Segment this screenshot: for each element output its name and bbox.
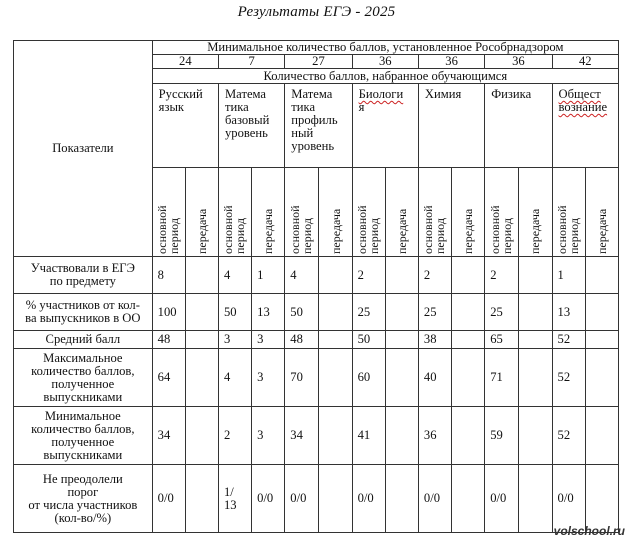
table-cell: [585, 349, 618, 407]
table-cell: [452, 465, 485, 533]
table-cell: [452, 349, 485, 407]
table-cell: 71: [485, 349, 519, 407]
min-score-cell: 24: [152, 55, 218, 69]
min-score-cell: 27: [285, 55, 352, 69]
period-main-header: основной период: [485, 167, 519, 256]
table-cell: 0/0: [552, 465, 585, 533]
table-cell: 0/0: [418, 465, 451, 533]
period-main-header: основной период: [285, 167, 319, 256]
table-cell: [319, 331, 352, 349]
period-retake-header: передача: [185, 167, 218, 256]
table-row: [14, 407, 619, 465]
table-cell: 40: [418, 349, 451, 407]
period-retake-header: передача: [585, 167, 618, 256]
table-cell: 13: [552, 294, 585, 331]
row-label: Не преодолели порог от числа участников (кол-во/%): [14, 465, 153, 533]
table-cell: 1/ 13: [218, 465, 251, 533]
table-cell: 34: [285, 407, 319, 465]
results-table: [13, 40, 619, 533]
subject-header: Матема тика профиль ный уровень: [285, 84, 352, 167]
row-label: Средний балл: [14, 331, 153, 349]
table-cell: [185, 407, 218, 465]
table-cell: [319, 294, 352, 331]
table-cell: 48: [285, 331, 319, 349]
table-cell: [385, 294, 418, 331]
table-cell: [385, 407, 418, 465]
table-cell: [585, 294, 618, 331]
table-cell: [185, 257, 218, 294]
table-cell: 52: [552, 349, 585, 407]
table-cell: 3: [218, 331, 251, 349]
table-cell: 2: [352, 257, 385, 294]
table-cell: [519, 349, 552, 407]
period-main-header: основной период: [152, 167, 185, 256]
table-cell: [385, 349, 418, 407]
table-cell: 8: [152, 257, 185, 294]
period-main-header: основной период: [218, 167, 251, 256]
row-label: Минимальное количество баллов, полученное выпускниками: [14, 407, 153, 465]
table-cell: [452, 294, 485, 331]
subject-header: Биологи я: [352, 84, 418, 167]
table-cell: 59: [485, 407, 519, 465]
table-cell: 48: [152, 331, 185, 349]
table-cell: [385, 465, 418, 533]
table-cell: [585, 331, 618, 349]
table-cell: 25: [418, 294, 451, 331]
watermark: volschool.ru: [553, 524, 625, 538]
table-cell: 13: [252, 294, 285, 331]
table-cell: 1: [552, 257, 585, 294]
table-row: [14, 349, 619, 407]
table-cell: 1: [252, 257, 285, 294]
min-score-label: Минимальное количество баллов, установленное Рособрнадзором: [152, 41, 618, 55]
table-cell: 0/0: [252, 465, 285, 533]
table-cell: [585, 407, 618, 465]
table-cell: [185, 349, 218, 407]
table-cell: 100: [152, 294, 185, 331]
table-cell: [585, 257, 618, 294]
min-score-cell: 36: [418, 55, 484, 69]
table-cell: 0/0: [352, 465, 385, 533]
table-cell: 2: [485, 257, 519, 294]
table-cell: 3: [252, 349, 285, 407]
table-cell: [519, 465, 552, 533]
period-retake-header: передача: [519, 167, 552, 256]
table-cell: 25: [485, 294, 519, 331]
table-cell: 2: [218, 407, 251, 465]
table-cell: 4: [285, 257, 319, 294]
table-cell: 52: [552, 407, 585, 465]
table-cell: [519, 407, 552, 465]
table-cell: 25: [352, 294, 385, 331]
period-retake-header: передача: [252, 167, 285, 256]
table-cell: [185, 331, 218, 349]
table-cell: 3: [252, 407, 285, 465]
table-row: [14, 294, 619, 331]
period-main-header: основной период: [352, 167, 385, 256]
table-cell: [519, 331, 552, 349]
indicators-header: Показатели: [14, 41, 153, 257]
table-row: [14, 257, 619, 294]
table-cell: 4: [218, 257, 251, 294]
table-cell: 64: [152, 349, 185, 407]
table-cell: 38: [418, 331, 451, 349]
page-title: Результаты ЕГЭ - 2025: [237, 4, 396, 20]
subject-header: Физика: [485, 84, 552, 167]
table-cell: 50: [285, 294, 319, 331]
table-cell: [319, 257, 352, 294]
table-cell: 41: [352, 407, 385, 465]
row-label: % участников от кол- ва выпускников в ОО: [14, 294, 153, 331]
table-cell: 65: [485, 331, 519, 349]
table-cell: 50: [352, 331, 385, 349]
table-cell: [452, 257, 485, 294]
table-cell: [519, 294, 552, 331]
table-cell: 70: [285, 349, 319, 407]
table-cell: [319, 407, 352, 465]
table-cell: 0/0: [485, 465, 519, 533]
period-retake-header: передача: [452, 167, 485, 256]
table-cell: [452, 407, 485, 465]
table-row: [14, 331, 619, 349]
table-cell: 60: [352, 349, 385, 407]
table-cell: 2: [418, 257, 451, 294]
subject-header: Общест вознание: [552, 84, 618, 167]
table-cell: [452, 331, 485, 349]
table-cell: [585, 465, 618, 533]
subject-header: Русский язык: [152, 84, 218, 167]
table-cell: [385, 331, 418, 349]
table-cell: 4: [218, 349, 251, 407]
row-label: Участвовали в ЕГЭ по предмету: [14, 257, 153, 294]
table-cell: [319, 465, 352, 533]
table-cell: 3: [252, 331, 285, 349]
min-score-cell: 7: [218, 55, 284, 69]
table-cell: 52: [552, 331, 585, 349]
scored-label: Количество баллов, набранное обучающимся: [152, 69, 618, 84]
table-row: [14, 465, 619, 533]
subject-header: Матема тика базовый уровень: [218, 84, 284, 167]
period-retake-header: передача: [385, 167, 418, 256]
table-cell: [185, 465, 218, 533]
table-cell: [319, 349, 352, 407]
table-cell: [519, 257, 552, 294]
period-main-header: основной период: [552, 167, 585, 256]
table-cell: 0/0: [152, 465, 185, 533]
min-score-cell: 36: [352, 55, 418, 69]
min-score-cell: 36: [485, 55, 552, 69]
table-cell: [185, 294, 218, 331]
table-cell: [385, 257, 418, 294]
table-cell: 36: [418, 407, 451, 465]
table-cell: 34: [152, 407, 185, 465]
table-cell: 0/0: [285, 465, 319, 533]
period-main-header: основной период: [418, 167, 451, 256]
subject-header: Химия: [418, 84, 484, 167]
table-cell: 50: [218, 294, 251, 331]
min-score-cell: 42: [552, 55, 618, 69]
period-retake-header: передача: [319, 167, 352, 256]
row-label: Максимальное количество баллов, полученное выпускниками: [14, 349, 153, 407]
